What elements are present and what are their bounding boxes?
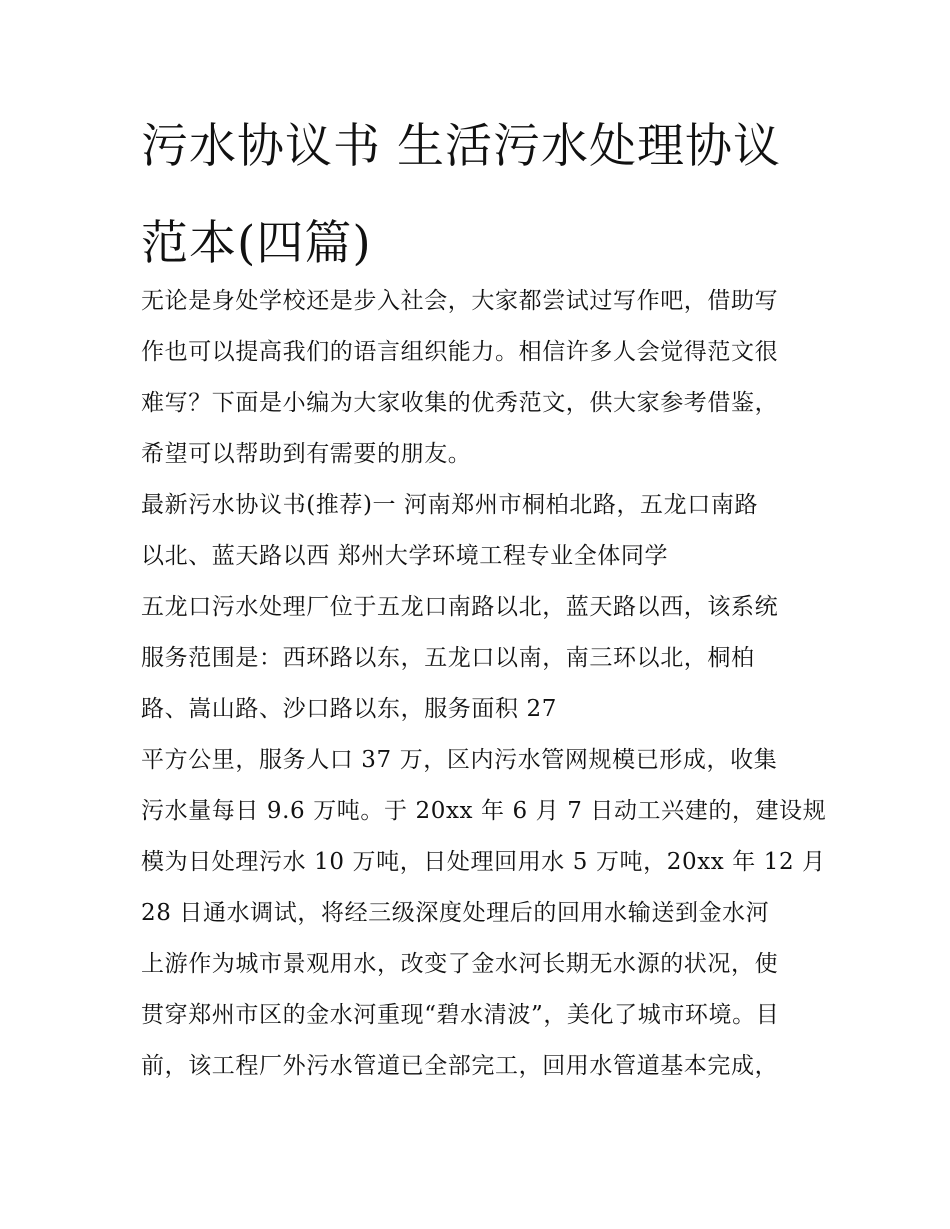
section2-line: 服务范围是：西环路以东，五龙口以南，南三环以北，桐柏 [141, 645, 755, 671]
section3-line: 前，该工程厂外污水管道已全部完工，回用水管道基本完成， [141, 1053, 779, 1079]
title-line-1: 污水协议书 生活污水处理协议 [141, 119, 781, 174]
title-line-2: 范本(四篇) [141, 216, 372, 271]
section3-line: 模为日处理污水 10 万吨，日处理回用水 5 万吨，20xx 年 12 月 [141, 849, 826, 875]
section-heading-paragraph [141, 480, 821, 582]
plant-location-paragraph [141, 582, 821, 735]
intro-paragraph [141, 276, 821, 480]
section3-line: 上游作为城市景观用水，改变了金水河长期无水源的状况，使 [141, 951, 779, 977]
section2-line: 五龙口污水处理厂位于五龙口南路以北，蓝天路以西，该系统 [141, 594, 779, 620]
document-title [141, 113, 831, 278]
section3-line: 平方公里，服务人口 37 万，区内污水管网规模已形成，收集 [141, 747, 778, 773]
section2-line: 路、嵩山路、沙口路以东，服务面积 27 [141, 696, 557, 722]
intro-line: 无论是身处学校还是步入社会，大家都尝试过写作吧，借助写 [141, 288, 779, 314]
intro-line: 希望可以帮助到有需要的朋友。 [141, 441, 472, 467]
section1-line: 最新污水协议书(推荐)一 河南郑州市桐柏北路，五龙口南路 [141, 492, 759, 518]
section3-line: 贯穿郑州市区的金水河重现“碧水清波”，美化了城市环境。目 [141, 1002, 780, 1028]
section3-line: 28 日通水调试，将经三级深度处理后的回用水输送到金水河 [141, 900, 770, 926]
section3-line: 污水量每日 9.6 万吨。于 20xx 年 6 月 7 日动工兴建的，建设规 [141, 798, 827, 824]
intro-line: 难写？下面是小编为大家收集的优秀范文，供大家参考借鉴， [141, 390, 779, 416]
section1-line: 以北、蓝天路以西 郑州大学环境工程专业全体同学 [141, 543, 669, 569]
intro-line: 作也可以提高我们的语言组织能力。相信许多人会觉得范文很 [141, 339, 779, 365]
plant-details-paragraph [141, 735, 827, 1092]
